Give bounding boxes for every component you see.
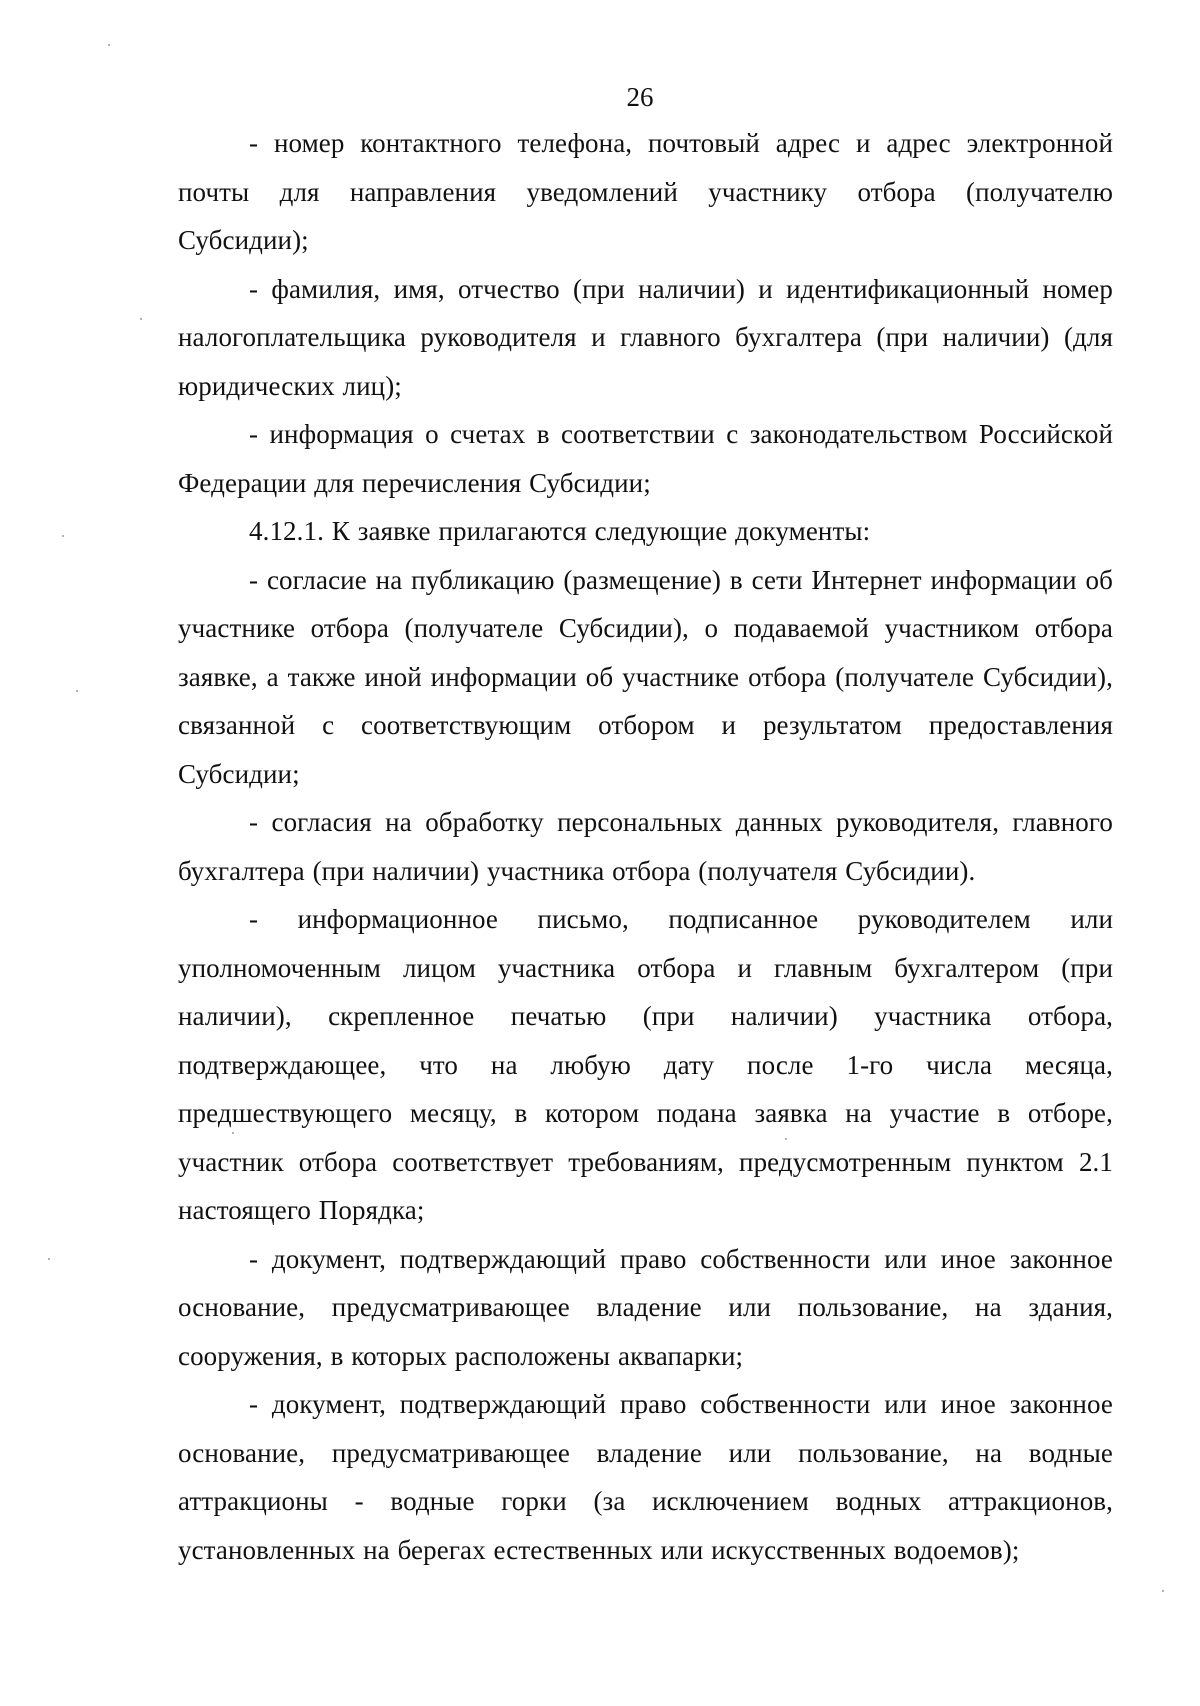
paragraph-account-info: - информация о счетах в соответствии с законодательством Российской Федерации для перечисления Субсидии; [178, 419, 1113, 498]
paragraph-publication-consent: - согласие на публикацию (размещение) в сети Интернет информации об участнике отбора (получателе Субсидии), о подаваемой участником отбора заявке, а также иной информации об участнике отбора (получателе Субсидии), связанной с соответствующим отбором и результатом предоставления Субсидии; [178, 564, 1113, 789]
paragraph-buildings-document: - документ, подтверждающий право собственности или иное законное основание, предусматривающее владение или пользование, на здания, сооружения, в которых расположены аквапарки; [178, 1243, 1113, 1371]
scan-speck [232, 1132, 234, 1134]
paragraph-attractions-document: - документ, подтверждающий право собственности или иное законное основание, предусматривающее владение или пользование, на водные аттракционы - водные горки (за исключением водных аттракционов, установленных на берегах естественных или искусственных водоемов); [178, 1389, 1113, 1565]
scan-speck [76, 690, 78, 692]
scan-speck [785, 1138, 787, 1140]
scan-speck [140, 318, 142, 320]
scan-speck [108, 44, 110, 46]
page-number: 26 [626, 82, 654, 112]
document-body [178, 119, 1113, 1574]
scan-speck [1162, 1590, 1164, 1592]
paragraph-information-letter: - информационное письмо, подписанное руководителем или уполномоченным лицом участника отбора и главным бухгалтером (при наличии), скрепленное печатью (при наличии) участника отбора, подтверждающее, что на любую дату после 1-го числа месяца, предшествующего месяцу, в котором подана заявка на участие в отборе, участник отбора соответствует требованиям, предусмотренным пунктом 2.1 настоящего Порядка; [178, 904, 1113, 1225]
scan-speck [62, 535, 64, 537]
paragraph-manager-names: - фамилия, имя, отчество (при наличии) и идентификационный номер налогоплательщика руководителя и главного бухгалтера (при наличии) (для юридических лиц); [178, 273, 1113, 401]
paragraph-contact-info: - номер контактного телефона, почтовый адрес и адрес электронной почты для направления уведомлений участнику отбора (получателю Субсидии); [178, 128, 1113, 255]
scan-speck [48, 1258, 50, 1260]
paragraph-personal-data-consent: - согласия на обработку персональных данных руководителя, главного бухгалтера (при наличии) участника отбора (получателя Субсидии). [178, 807, 1113, 886]
paragraph-section-4-12-1: 4.12.1. К заявке прилагаются следующие документы: [249, 516, 871, 546]
